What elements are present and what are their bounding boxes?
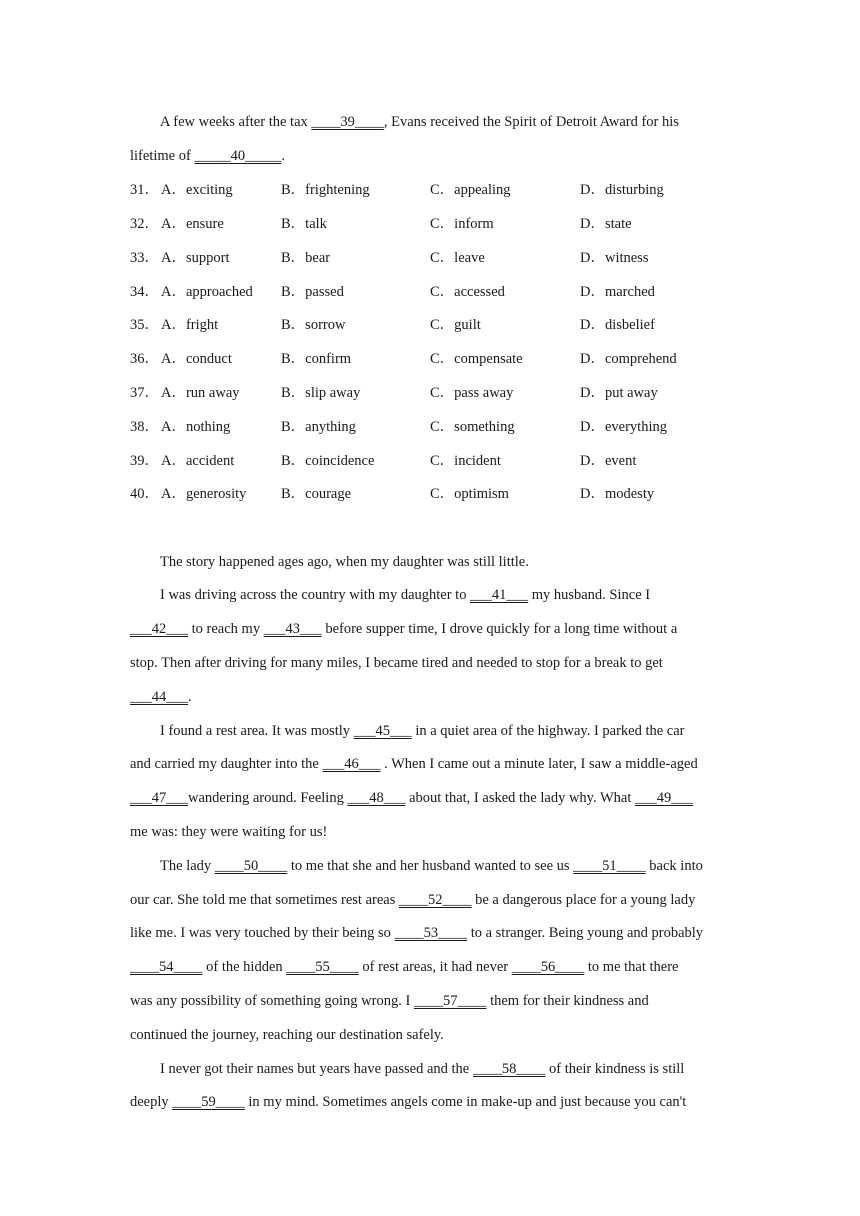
option-b: B．bear <box>281 250 331 266</box>
option-c: C．accessed <box>430 284 505 300</box>
option-c: C．incident <box>430 453 501 469</box>
question-row-40 <box>130 482 730 506</box>
question-row-39 <box>130 449 730 473</box>
question-number: 31． <box>130 182 159 198</box>
option-c: C．appealing <box>430 182 511 198</box>
question-row-38 <box>130 415 730 439</box>
option-c: C．inform <box>430 216 494 232</box>
paragraph-4-line-1: The lady ____50____ to me that she and her husband wanted to see us ____51____ back into <box>160 858 703 874</box>
blank-42: ___42___ <box>130 621 188 637</box>
question-number: 40． <box>130 486 159 502</box>
option-b: B．coincidence <box>281 453 375 469</box>
question-number: 34． <box>130 284 159 300</box>
option-b: B．frightening <box>281 182 370 198</box>
option-a: A．nothing <box>161 419 231 435</box>
paragraph-2-line-2: ___42___ to reach my ___43___ before supper time, I drove quickly for a long time without a <box>130 621 678 637</box>
blank-53: ____53____ <box>394 925 468 941</box>
blank-52: ____52____ <box>398 892 472 908</box>
option-a: A．ensure <box>161 216 224 232</box>
option-b: B．passed <box>281 284 344 300</box>
blank-50: ____50____ <box>214 858 288 874</box>
option-d: D．modesty <box>580 486 655 502</box>
question-number: 37． <box>130 385 159 401</box>
question-row-35 <box>130 313 730 337</box>
blank-56: ____56____ <box>511 959 585 975</box>
paragraph-4-line-5: was any possibility of something going wrong. I ____57____ them for their kindness and <box>130 993 649 1009</box>
option-a: A．support <box>161 250 230 266</box>
paragraph-3-line-2: and carried my daughter into the ___46___ . When I came out a minute later, I saw a middle-aged <box>130 756 698 772</box>
option-d: D．everything <box>580 419 667 435</box>
option-c: C．guilt <box>430 317 481 333</box>
paragraph-4-line-4: ____54____ of the hidden ____55____ of rest areas, it had never ____56____ to me that there <box>130 959 679 975</box>
paragraph-3-line-1: I found a rest area. It was mostly ___45___ in a quiet area of the highway. I parked the car <box>160 723 685 739</box>
blank-44: ___44___ <box>130 689 188 705</box>
blank-39: ____39____ <box>311 114 384 130</box>
option-d: D．marched <box>580 284 655 300</box>
option-b: B．talk <box>281 216 327 232</box>
question-number: 35． <box>130 317 159 333</box>
blank-59: ____59____ <box>172 1094 245 1110</box>
option-a: A．conduct <box>161 351 232 367</box>
option-c: C．leave <box>430 250 485 266</box>
paragraph-5-line-2: deeply ____59____ in my mind. Sometimes angels come in make-up and just because you can't <box>130 1094 687 1110</box>
option-d: D．witness <box>580 250 649 266</box>
option-a: A．approached <box>161 284 253 300</box>
question-row-31 <box>130 178 730 202</box>
question-number: 39． <box>130 453 159 469</box>
paragraph-1: The story happened ages ago, when my daughter was still little. <box>160 554 529 570</box>
question-number: 38． <box>130 419 159 435</box>
option-a: A．generosity <box>161 486 247 502</box>
option-b: B．sorrow <box>281 317 346 333</box>
blank-41: ___41___ <box>470 587 529 603</box>
option-d: D．disbelief <box>580 317 655 333</box>
option-b: B．slip away <box>281 385 361 401</box>
blank-40: _____40_____ <box>194 148 282 164</box>
blank-46: ___46___ <box>322 756 381 772</box>
option-c: C．compensate <box>430 351 523 367</box>
option-d: D．disturbing <box>580 182 664 198</box>
question-number: 36． <box>130 351 159 367</box>
paragraph-4-line-6: continued the journey, reaching our destination safely. <box>130 1027 444 1043</box>
paragraph-3-line-3: ___47___wandering around. Feeling ___48___ about that, I asked the lady why. What ___49___ <box>130 790 693 806</box>
intro-line-1: A few weeks after the tax ____39____, Evans received the Spirit of Detroit Award for his <box>160 114 679 130</box>
paragraph-3-line-4: me was: they were waiting for us! <box>130 824 328 840</box>
option-b: B．anything <box>281 419 356 435</box>
blank-55: ____55____ <box>286 959 359 975</box>
intro-line-2: lifetime of _____40_____. <box>130 148 286 164</box>
option-c: C．pass away <box>430 385 514 401</box>
question-row-36 <box>130 347 730 371</box>
question-row-32 <box>130 212 730 236</box>
blank-51: ____51____ <box>573 858 646 874</box>
blank-43: ___43___ <box>263 621 322 637</box>
option-a: A．fright <box>161 317 219 333</box>
question-number: 32． <box>130 216 159 232</box>
option-b: B．courage <box>281 486 352 502</box>
option-d: D．comprehend <box>580 351 677 367</box>
question-number: 33． <box>130 250 159 266</box>
blank-54: ____54____ <box>130 959 203 975</box>
paragraph-2-line-4: ___44___. <box>130 689 192 705</box>
blank-58: ____58____ <box>472 1061 546 1077</box>
option-c: C．optimism <box>430 486 509 502</box>
question-row-33 <box>130 246 730 270</box>
question-row-37 <box>130 381 730 405</box>
paragraph-4-line-2: our car. She told me that sometimes rest areas ____52____ be a dangerous place for a young lady <box>130 892 696 908</box>
option-a: A．accident <box>161 453 235 469</box>
option-a: A．run away <box>161 385 240 401</box>
blank-47: ___47___ <box>130 790 188 806</box>
option-c: C．something <box>430 419 515 435</box>
option-a: A．exciting <box>161 182 233 198</box>
option-d: D．put away <box>580 385 658 401</box>
option-d: D．state <box>580 216 632 232</box>
blank-57: ____57____ <box>413 993 487 1009</box>
option-b: B．confirm <box>281 351 352 367</box>
blank-48: ___48___ <box>347 790 406 806</box>
blank-45: ___45___ <box>353 723 412 739</box>
question-row-34 <box>130 280 730 304</box>
paragraph-2-line-1: I was driving across the country with my daughter to ___41___ my husband. Since I <box>160 587 651 603</box>
paragraph-2-line-3: stop. Then after driving for many miles, I became tired and needed to stop for a break to get <box>130 655 663 671</box>
paragraph-5-line-1: I never got their names but years have passed and the ____58____ of their kindness is still <box>160 1061 685 1077</box>
option-d: D．event <box>580 453 637 469</box>
blank-49: ___49___ <box>635 790 693 806</box>
paragraph-4-line-3: like me. I was very touched by their being so ____53____ to a stranger. Being young and probably <box>130 925 704 941</box>
